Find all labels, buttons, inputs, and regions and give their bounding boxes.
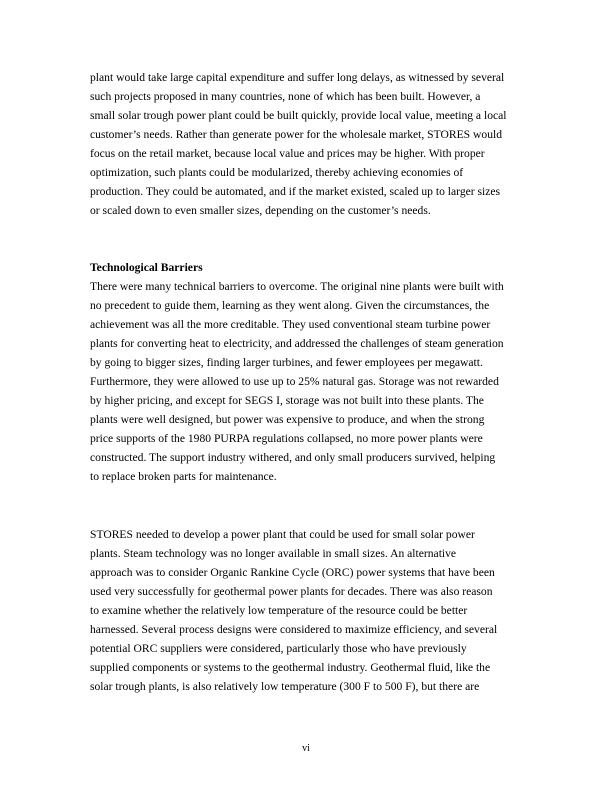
text-line: achievement was all the more creditable. They used conventional steam turbine power	[90, 318, 491, 331]
section-heading: Technological Barriers	[90, 261, 203, 274]
paragraph-orc	[90, 525, 522, 696]
text-line: supplied components or systems to the geothermal industry. Geothermal fluid, like the	[90, 661, 491, 674]
text-line: or scaled down to even smaller sizes, depending on the customer’s needs.	[90, 204, 431, 217]
text-line: small solar trough power plant could be built quickly, provide local value, meeting a local	[90, 109, 507, 122]
text-line: price supports of the 1980 PURPA regulations collapsed, no more power plants were	[90, 432, 483, 445]
text-line: harnessed. Several process designs were considered to maximize efficiency, and several	[90, 623, 498, 636]
text-line: plant would take large capital expenditure and suffer long delays, as witnessed by several	[90, 71, 505, 84]
text-line: potential ORC suppliers were considered, particularly those who have previously	[90, 642, 467, 655]
text-line: to replace broken parts for maintenance.	[90, 470, 277, 483]
text-line: constructed. The support industry withered, and only small producers survived, helping	[90, 451, 496, 464]
text-line: solar trough plants, is also relatively low temperature (300 F to 500 F), but there are	[90, 680, 480, 693]
text-line: no precedent to guide them, learning as they went along. Given the circumstances, the	[90, 299, 490, 312]
text-line: customer’s needs. Rather than generate power for the wholesale market, STORES would	[90, 128, 503, 141]
text-line: by going to bigger sizes, finding larger turbines, and fewer employees per megawatt.	[90, 356, 483, 369]
text-line: used very successfully for geothermal power plants for decades. There was also reason	[90, 585, 493, 598]
text-line: to examine whether the relatively low temperature of the resource could be better	[90, 604, 468, 617]
text-line: such projects proposed in many countries, none of which has been built. However, a	[90, 90, 481, 103]
page-number: vi	[302, 743, 310, 754]
text-line: plants. Steam technology was no longer available in small sizes. An alternative	[90, 547, 457, 560]
paragraph-intro	[90, 68, 522, 220]
text-line: production. They could be automated, and if the market existed, scaled up to larger sizes	[90, 185, 501, 198]
paragraph-technical-barriers	[90, 277, 522, 486]
text-line: by higher pricing, and except for SEGS I, storage was not built into these plants. The	[90, 394, 484, 407]
text-line: Furthermore, they were allowed to use up to 25% natural gas. Storage was not rewarded	[90, 375, 499, 388]
text-line: plants for converting heat to electricity, and addressed the challenges of steam generation	[90, 337, 504, 350]
text-line: STORES needed to develop a power plant that could be used for small solar power	[90, 528, 475, 541]
text-line: optimization, such plants could be modularized, thereby achieving economies of	[90, 166, 464, 179]
text-line: focus on the retail market, because local value and prices may be higher. With proper	[90, 147, 485, 160]
text-line: There were many technical barriers to overcome. The original nine plants were built with	[90, 280, 504, 293]
text-line: plants were well designed, but power was expensive to produce, and when the strong	[90, 413, 485, 426]
text-line: approach was to consider Organic Rankine Cycle (ORC) power systems that have been	[90, 566, 495, 579]
